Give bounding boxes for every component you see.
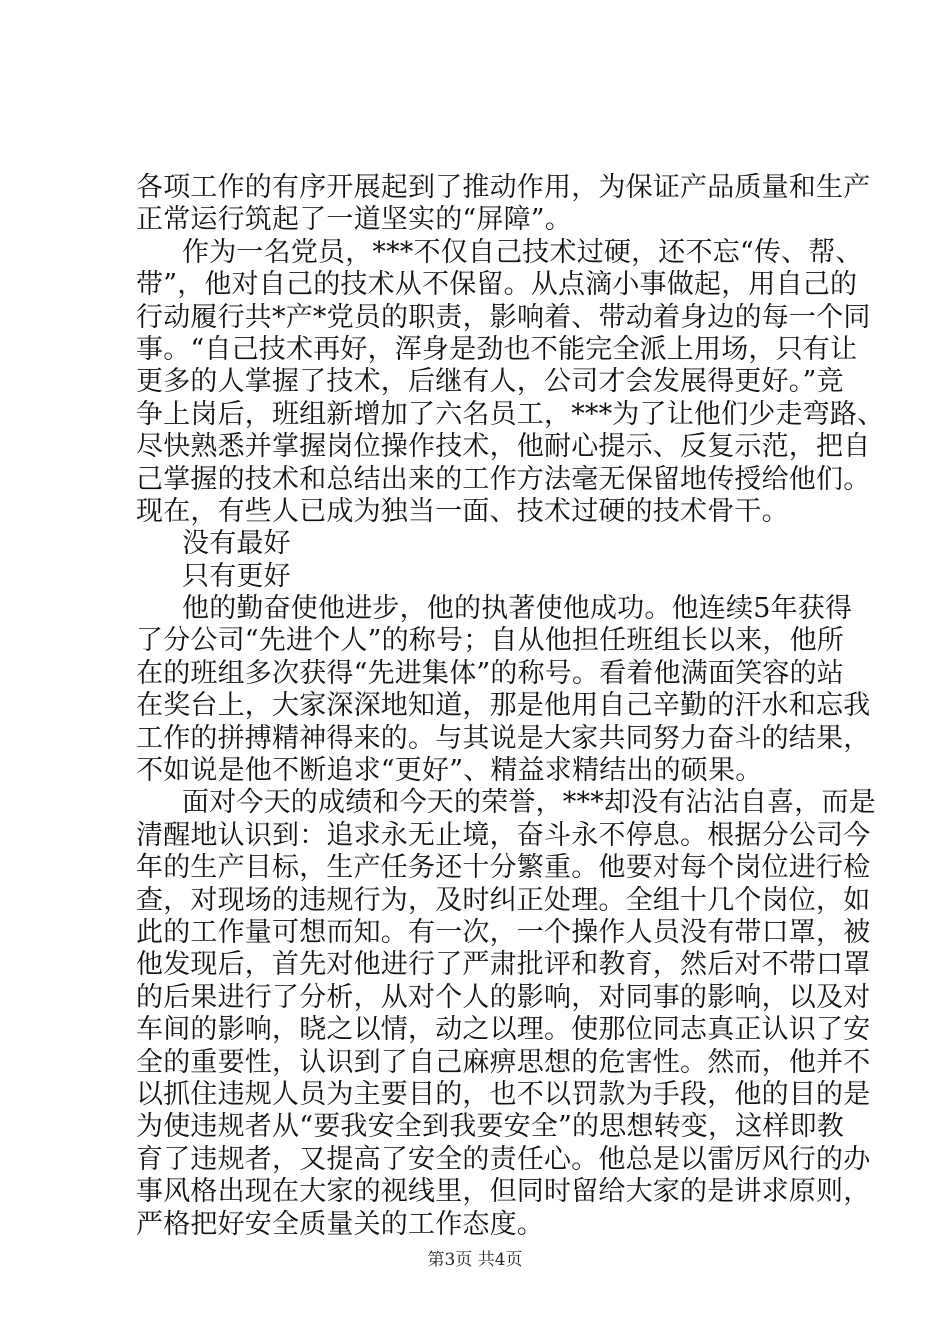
text-line: 清醒地认识到：追求永无止境，奋斗永不停息。根据分公司今 xyxy=(136,819,871,851)
text-line: 不如说是他不断追求“更好”、精益求精结出的硕果。 xyxy=(136,755,763,787)
text-line: 作为一名党员，***不仅自己技术过硬，还不忘“传、帮、 xyxy=(182,236,863,268)
text-line: 工作的拼搏精神得来的。与其说是大家共同努力奋斗的结果， xyxy=(136,722,871,754)
text-line: 带”，他对自己的技术从不保留。从点滴小事做起，用自己的 xyxy=(136,269,858,301)
text-line: 此的工作量可想而知。有一次，一个操作人员没有带口罩，被 xyxy=(136,916,871,948)
text-line: 车间的影响，晓之以情，动之以理。使那位同志真正认识了安 xyxy=(136,1014,871,1046)
text-line: 更多的人掌握了技术，后继有人，公司才会发展得更好。”竞 xyxy=(136,366,844,398)
text-line: 全的重要性，认识到了自己麻痹思想的危害性。然而，他并不 xyxy=(136,1046,871,1078)
text-line: 事风格出现在大家的视线里，但同时留给大家的是讲求原则， xyxy=(136,1176,871,1208)
text-line: 在奖台上，大家深深地知道，那是他用自己辛勤的汗水和忘我 xyxy=(136,690,871,722)
text-line: 年的生产目标，生产任务还十分繁重。他要对每个岗位进行检 xyxy=(136,852,871,884)
text-line: 育了违规者，又提高了安全的责任心。他总是以雷厉风行的办 xyxy=(136,1143,871,1175)
text-line: 争上岗后，班组新增加了六名员工，***为了让他们少走弯路、 xyxy=(136,398,885,430)
text-line: 没有最好 xyxy=(182,528,291,560)
page-footer: 第3页 共4页 xyxy=(427,1250,523,1270)
text-line: 现在，有些人已成为独当一面、技术过硬的技术骨干。 xyxy=(136,495,789,527)
body-text xyxy=(136,172,885,1241)
text-line: 正常运行筑起了一道坚实的“屏障”。 xyxy=(136,204,573,236)
text-line: 只有更好 xyxy=(182,560,291,592)
text-line: 他的勤奋使他进步，他的执著使他成功。他连续5年获得 xyxy=(182,593,853,625)
text-line: 各项工作的有序开展起到了推动作用，为保证产品质量和生产 xyxy=(136,172,871,203)
text-line: 事。“自己技术再好，浑身是劲也不能完全派上用场，只有让 xyxy=(136,333,858,365)
text-line: 己掌握的技术和总结出来的工作方法毫无保留地传授给他们。 xyxy=(136,463,871,495)
text-line: 查，对现场的违规行为，及时纠正处理。全组十几个岗位，如 xyxy=(136,884,871,916)
text-line: 在的班组多次获得“先进集体”的称号。看着他满面笑容的站 xyxy=(136,657,845,689)
text-line: 他发现后，首先对他进行了严肃批评和教育，然后对不带口罩 xyxy=(136,949,871,981)
text-line: 的后果进行了分析，从对个人的影响，对同事的影响，以及对 xyxy=(136,981,871,1013)
text-line: 严格把好安全质量关的工作态度。 xyxy=(136,1208,544,1240)
text-line: 为使违规者从“要我安全到我要安全”的思想转变，这样即教 xyxy=(136,1111,845,1143)
text-line: 行动履行共*产*党员的职责，影响着、带动着身边的每一个同 xyxy=(136,301,871,333)
text-line: 以抓住违规人员为主要目的，也不以罚款为手段，他的目的是 xyxy=(136,1078,871,1110)
text-line: 面对今天的成绩和今天的荣誉，***却没有沾沾自喜，而是 xyxy=(182,787,876,819)
text-line: 了分公司“先进个人”的称号；自从他担任班组长以来，他所 xyxy=(136,625,845,657)
text-line: 尽快熟悉并掌握岗位操作技术，他耐心提示、反复示范，把自 xyxy=(136,431,871,463)
